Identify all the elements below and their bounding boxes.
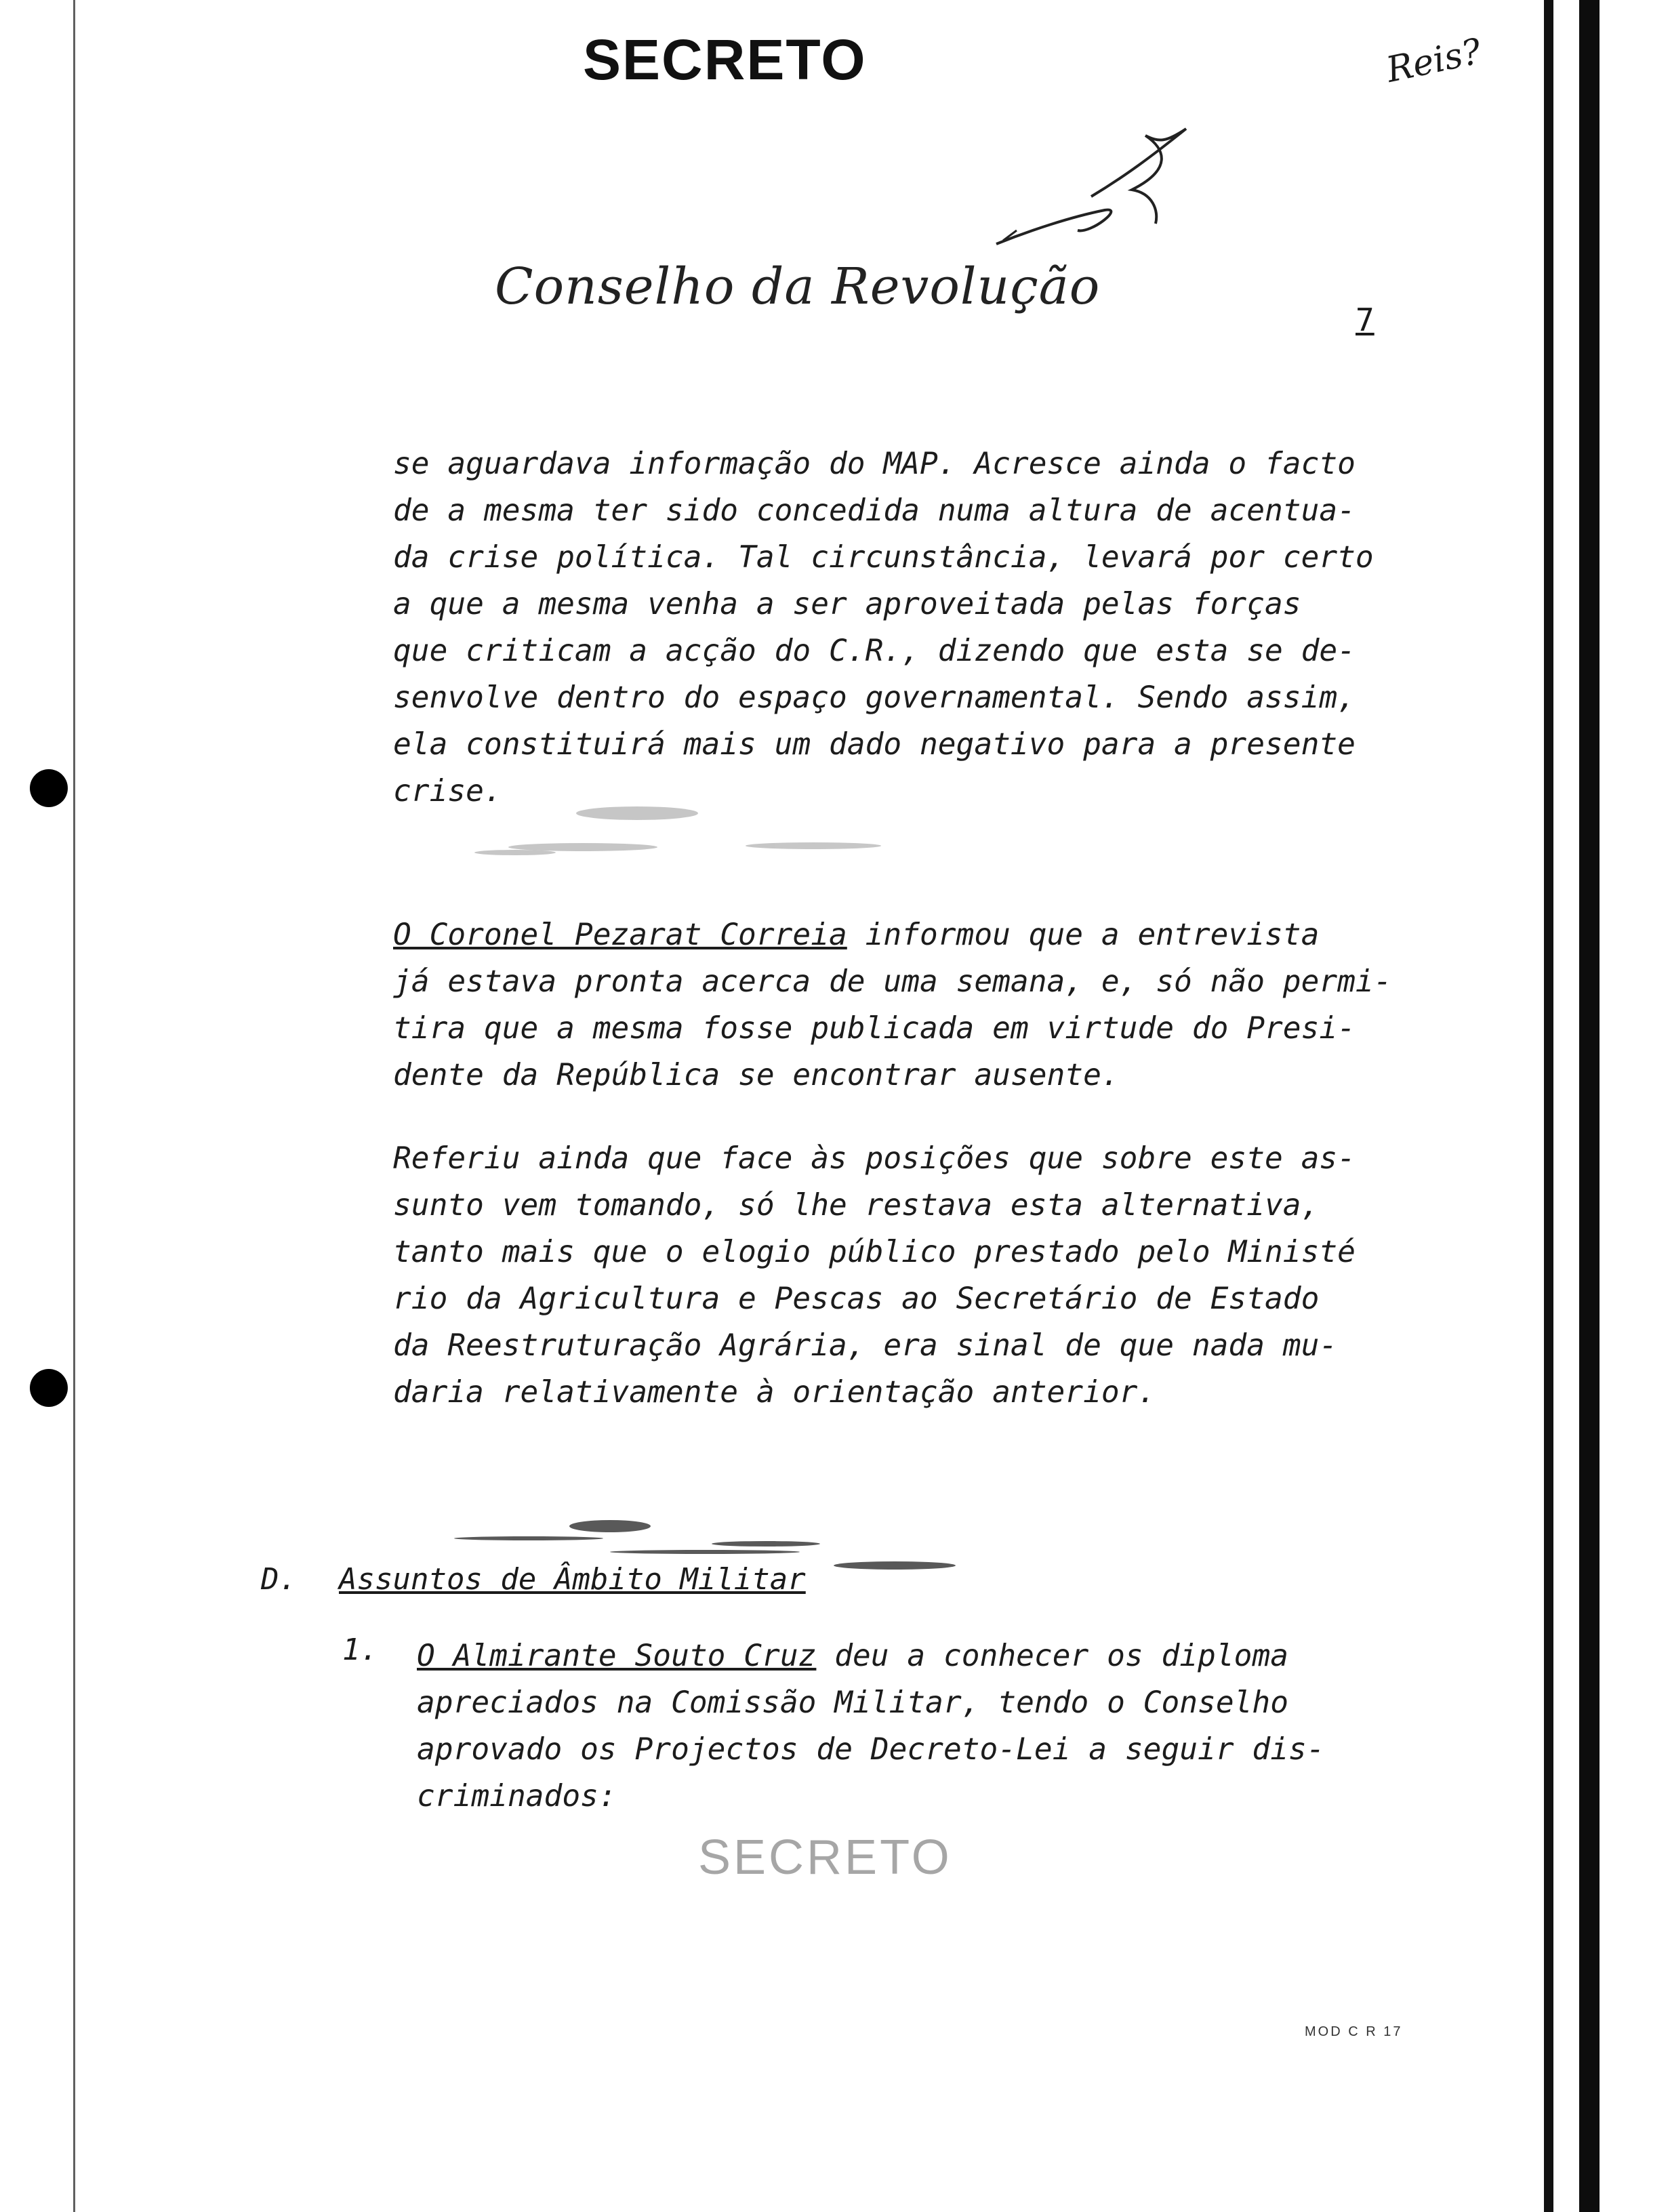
text-line: já estava pronta acerca de uma semana, e, só não permi- (393, 964, 1392, 999)
section-letter: D. (261, 1562, 297, 1597)
text-line: a que a mesma venha a ser aproveitada pelas forças (393, 587, 1301, 621)
text-line: rio da Agricultura e Pescas ao Secretário de Estado (393, 1282, 1320, 1316)
text-line: dente da República se encontrar ausente. (393, 1058, 1120, 1092)
speaker-name: O Almirante Souto Cruz (417, 1639, 817, 1673)
text-line: que criticam a acção do C.R., dizendo que esta se de- (393, 634, 1356, 668)
scan-smudge (434, 793, 990, 867)
text-line: daria relativamente à orientação anterior. (393, 1375, 1156, 1410)
text-line: apreciados na Comissão Militar, tendo o Conselho (417, 1685, 1288, 1720)
text-line: senvolve dentro do espaço governamental. Sendo assim, (393, 680, 1356, 715)
letterhead: Conselho da Revolução (495, 258, 1101, 316)
text-line: da Reestruturação Agrária, era sinal de que nada mu- (393, 1328, 1338, 1363)
text-line: tira que a mesma fosse publicada em virtude do Presi- (393, 1011, 1356, 1046)
text-line (417, 1633, 1288, 1679)
punch-hole (30, 769, 68, 807)
form-code: MOD C R 17 (1305, 2024, 1403, 2039)
scan-left-edge (73, 0, 75, 2212)
section-title: Assuntos de Âmbito Militar (339, 1562, 806, 1597)
text-line: tanto mais que o elogio público prestado pelo Ministé (393, 1235, 1356, 1269)
scan-margin (1600, 0, 1670, 2212)
speaker-name: O Coronel Pezarat Correia (393, 918, 847, 952)
text-line: Referiu ainda que face às posições que sobre este as- (393, 1141, 1356, 1176)
text-fragment: deu a conhecer os diploma (816, 1639, 1288, 1673)
item-number: 1. (342, 1633, 378, 1667)
text-line (393, 912, 1319, 958)
scan-binding-shadow (1579, 0, 1600, 2212)
text-fragment: informou que a entrevista (847, 918, 1320, 952)
text-line: aprovado os Projectos de Decreto-Lei a seguir dis- (417, 1732, 1325, 1767)
text-line: se aguardava informação do MAP. Acresce ainda o facto (393, 447, 1356, 481)
text-line: sunto vem tomando, só lhe restava esta alternativa, (393, 1188, 1320, 1223)
text-line: crise. (393, 774, 502, 808)
classification-stamp-bottom: SECRETO (698, 1830, 952, 1885)
text-line: ela constituirá mais um dado negativo para a presente (393, 727, 1356, 762)
text-line: da crise política. Tal circunstância, levará por certo (393, 540, 1374, 575)
classification-stamp-top: SECRETO (583, 28, 867, 91)
punch-hole (30, 1369, 68, 1407)
scan-right-edge (1544, 0, 1553, 2212)
handwritten-initials (990, 115, 1193, 258)
text-line: de a mesma ter sido concedida numa altura de acentua- (393, 493, 1356, 528)
text-line: criminados: (417, 1779, 617, 1814)
page-number: 7 (1356, 302, 1374, 338)
handwritten-corner-note: Reis? (1383, 30, 1485, 91)
